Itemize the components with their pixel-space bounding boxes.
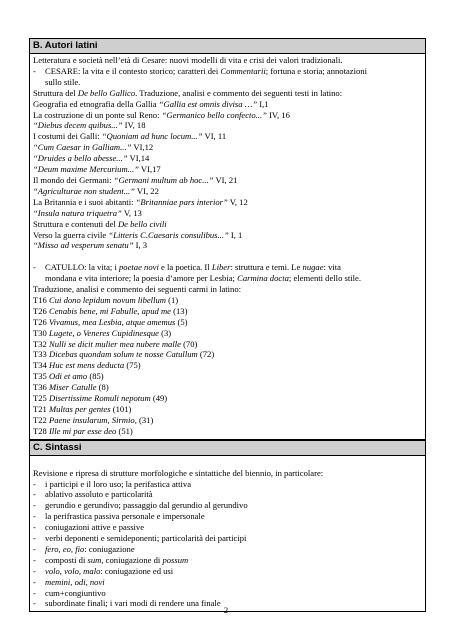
poem-number: (13) — [170, 305, 188, 316]
poem-title: Multas per gentes — [49, 403, 111, 414]
section-c-content — [30, 456, 425, 612]
poem-item — [33, 371, 422, 382]
poem-number: (70) — [180, 338, 198, 349]
document-page — [29, 38, 426, 612]
poem-item — [33, 382, 422, 393]
poem-number: (49) — [150, 393, 168, 404]
carmi-intro: Traduzione, analisi e commento dei seguenti carmi in latino: — [33, 284, 242, 295]
list-dash: - — [33, 576, 36, 587]
list-dash: - — [33, 522, 36, 533]
era-line: Letteratura e società nell’età di Cesare: nuovi modelli di vita e crisi dei valori tradizionali. — [33, 55, 343, 65]
list-dash: - — [33, 500, 36, 511]
poem-title: Ille mi par esse deo — [49, 425, 117, 436]
cesare-line-cont: sullo stile. — [45, 76, 81, 87]
text-line: Struttura e contenuti del De bello civili — [33, 218, 167, 229]
poem-item — [33, 404, 422, 415]
syntax-item: - subordinate finali; i vari modi di rendere una finale — [33, 598, 221, 609]
poem-code: T30 — [33, 327, 49, 338]
poem-number: (1) — [165, 294, 179, 305]
text-line: “Misso ad vesperum senatu” I, 3 — [33, 240, 148, 251]
poem-item — [33, 306, 422, 317]
poem-number: (85) — [87, 371, 104, 382]
catullo-line-cont: mondana e vita interiore; la poesia d’amore per Lesbia; Carmina docta; elementi dello stile. — [45, 273, 361, 284]
poem-code: T22 — [33, 414, 49, 425]
poem-code: T25 — [33, 393, 49, 404]
poem-code: T28 — [33, 425, 49, 436]
poem-item — [33, 360, 422, 371]
poem-title: Cui dono lepidum novum libellum — [49, 294, 166, 305]
list-dash: - — [33, 587, 36, 598]
poem-title: Cenabis bene, mi Fabulle, apud me — [49, 305, 171, 316]
poem-title: Lugete, o Veneres Cupidinesque — [49, 327, 159, 338]
poem-title: Miser Catulle — [49, 382, 97, 393]
poem-number: (8) — [96, 382, 109, 393]
syntax-item: - ablativo assoluto e particolarità — [33, 489, 153, 500]
syntax-item: - verbi deponenti e semideponenti; particolarità dei participi — [33, 533, 247, 544]
bello-gallico-line: Struttura del De bello Gallico. Traduzione, analisi e commento dei seguenti testi in latino: — [33, 87, 343, 98]
poem-item — [33, 317, 422, 328]
poem-number: (51) — [116, 425, 133, 436]
poem-item — [33, 349, 422, 360]
poem-list — [33, 295, 422, 437]
syntax-item: - la perifrastica passiva personale e impersonale — [33, 511, 205, 522]
text-line: Il mondo dei Germani: “Germani multum ab hoc...” VI, 21 — [33, 174, 238, 185]
poem-title: Odi et amo — [49, 371, 88, 382]
syntax-item: - i participi e il loro uso; la perifastica attiva — [33, 478, 192, 489]
catullo-line: - CATULLO: la vita; i poetae novi e la poetica. Il Liber: struttura e temi. Le nugae: vita — [33, 262, 341, 273]
poem-number: (31) — [136, 414, 154, 425]
poem-title: Dicebas quondam solum te nosse Catullum — [49, 349, 198, 360]
syntax-list — [33, 479, 422, 610]
text-line: “Agriculturae non student...” VI, 22 — [33, 185, 159, 196]
syntax-item: - gerundio e gerundivo; passaggio dal gerundio al gerundivo — [33, 500, 248, 511]
spacer — [33, 457, 422, 468]
poem-item — [33, 328, 422, 339]
poem-code: T16 — [33, 294, 49, 305]
poem-number: (72) — [197, 349, 215, 360]
poem-item — [33, 295, 422, 306]
list-dash: - — [33, 554, 36, 565]
poem-title: Paene insularum, Sirmio, — [49, 414, 137, 425]
poem-number: (75) — [124, 360, 141, 371]
poem-number: (3) — [158, 327, 172, 338]
list-dash: - — [33, 511, 36, 522]
text-line: “Insula natura triquetra” V, 13 — [33, 207, 142, 218]
poem-number: (5) — [175, 316, 188, 327]
list-dash: - — [33, 543, 36, 554]
poem-title: Vivamus, mea Lesbia, atque amemus — [49, 316, 176, 327]
poem-code: T32 — [33, 338, 49, 349]
list-dash: - — [33, 478, 36, 489]
text-line: “Diebus decem quibus...” IV, 18 — [33, 120, 146, 131]
poem-code: T35 — [33, 371, 49, 382]
section-c-box — [29, 439, 426, 613]
section-c-heading: C. Sintassi — [30, 440, 425, 456]
syntax-item: - fero, eo, fio: coniugazione — [33, 543, 135, 554]
text-line: Verso la guerra civile “Litteris C.Caesaris consulibus...” I, 1 — [33, 229, 243, 240]
page-number: 2 — [223, 605, 229, 615]
text-line: Geografia ed etnografia della Gallia “Gallia est omnis divisa …” I,1 — [33, 98, 269, 109]
poem-title: Huc est mens deducta — [49, 360, 125, 371]
poem-item — [33, 415, 422, 426]
syntax-item: - memini, odi, novi — [33, 576, 105, 587]
poem-number: (101) — [110, 403, 132, 414]
list-dash: - — [33, 598, 36, 609]
poem-item — [33, 426, 422, 437]
spacer — [33, 251, 422, 262]
section-b-heading: B. Autori latini — [30, 39, 425, 54]
text-line: La costruzione di un ponte sul Reno: “Germanico bello confecto...” IV, 16 — [33, 109, 290, 120]
poem-code: T21 — [33, 403, 49, 414]
section-b-content — [30, 54, 425, 439]
list-dash: - — [33, 565, 36, 576]
poem-item — [33, 393, 422, 404]
poem-title: Nulli se dicit mulier mea nubere malle — [49, 338, 181, 349]
poem-item — [33, 339, 422, 350]
syntax-item: - cum+congiuntivo — [33, 587, 106, 598]
syntax-item: - volo, volo, malo: coniugazione ed usi — [33, 565, 174, 576]
poem-title: Disertissime Romuli nepotum — [49, 393, 151, 404]
poem-code: T33 — [33, 349, 49, 360]
list-dash: - — [33, 533, 36, 544]
text-line: I costumi dei Galli: “Quoniam ad hunc locum...” VI, 11 — [33, 131, 227, 142]
text-line: La Britannia e i suoi abitanti: “Britanniae pars interior” V, 12 — [33, 196, 248, 207]
syntax-item: - composti di sum, coniugazione di possum — [33, 554, 189, 565]
poem-code: T34 — [33, 360, 49, 371]
section-b-box — [29, 38, 426, 439]
poem-code: T26 — [33, 305, 49, 316]
text-line: “Deum maxime Mercurium...” VI,17 — [33, 164, 161, 175]
cesare-line: - CESARE: la vita e il contesto storico; caratteri dei Commentarii; fortuna e storia; annotazioni — [33, 65, 367, 76]
text-line: “Druides a bello abesse...” VI,14 — [33, 153, 150, 164]
poem-code: T36 — [33, 382, 49, 393]
syntax-item: - coniugazioni attive e passive — [33, 522, 145, 533]
list-dash: - — [33, 489, 36, 500]
text-line: “Cum Caesar in Galliam...” VI,12 — [33, 142, 154, 153]
poem-code: T26 — [33, 316, 49, 327]
syntax-intro: Revisione e ripresa di strutture morfologiche e sintattiche del biennio, in particolare: — [33, 467, 324, 478]
